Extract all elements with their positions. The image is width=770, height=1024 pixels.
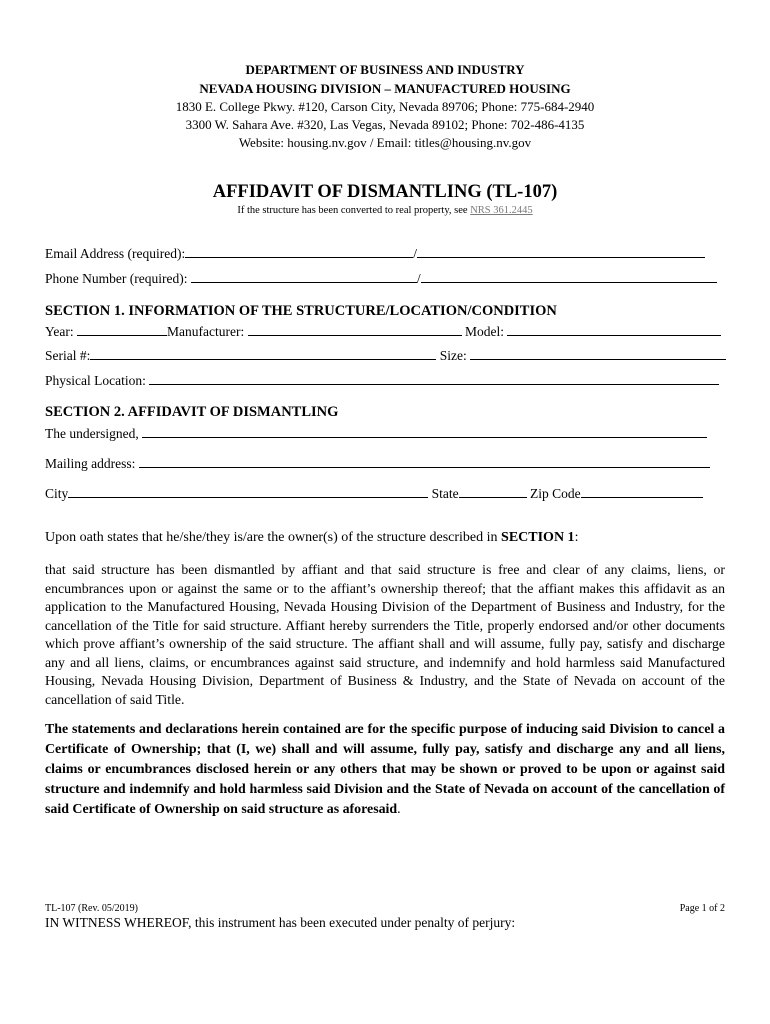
serial-field[interactable] [90,346,436,360]
declaration-paragraph [45,720,725,820]
undersigned-field[interactable] [142,424,707,438]
serial-label: Serial #: [45,348,91,363]
city-label: City [45,486,69,501]
manufacturer-label: Manufacturer: [167,324,248,339]
serial-row [45,346,726,364]
mailing-field[interactable] [139,454,710,468]
email-row [45,244,705,262]
zip-field[interactable] [581,484,703,498]
phone-field-2[interactable] [421,269,717,283]
phone-label: Phone Number (required): [45,271,191,286]
location-field[interactable] [149,371,719,385]
form-revision: TL-107 (Rev. 05/2019) [45,903,138,914]
location-row [45,371,719,389]
section1-heading: SECTION 1. INFORMATION OF THE STRUCTURE/LOCATION/CONDITION [45,303,557,319]
email-label: Email Address (required): [45,246,186,261]
city-row [45,484,703,502]
year-field[interactable] [77,322,167,336]
email-field-2[interactable] [417,244,705,258]
form-title: AFFIDAVIT OF DISMANTLING (TL-107) [212,182,558,202]
witness-statement: IN WITNESS WHEREOF, this instrument has been executed under penalty of perjury: [45,915,516,930]
phone-row [45,269,717,287]
website-email-line: Website: housing.nv.gov / Email: titles@housing.nv.gov [238,135,532,150]
state-field[interactable] [459,484,527,498]
subtitle-text: If the structure has been converted to real property, see [237,205,471,216]
size-label: Size: [436,348,471,363]
page-number: Page 1 of 2 [679,903,725,914]
state-label: State [428,486,459,501]
location-label: Physical Location: [45,373,150,388]
zip-label: Zip Code [526,486,581,501]
department-heading: DEPARTMENT OF BUSINESS AND INDUSTRY [245,62,525,77]
mailing-label: Mailing address: [45,456,139,471]
declaration-text: The statements and declarations herein contained are for the specific purpose of inducing said Division to cancel a Certificate of Ownership; that (I, we) shall and will assume, fully pay, satisfy and discharge any and all liens, claims or encumbrances disclosed herein or any others that may be shown or proved to be upon or against said structure and indemnify and hold harmless said Division and the State of Nevada on account of the cancellation of said Certificate of Ownership on said structure as aforesaid [45,722,725,817]
oath-colon: : [574,530,579,545]
mailing-row [45,454,710,472]
oath-text: Upon oath states that he/she/they is/are the owner(s) of the structure described in [45,530,502,545]
email-separator: / [413,246,417,261]
year-row [45,322,721,340]
division-heading: NEVADA HOUSING DIVISION – MANUFACTURED HOUSING [199,81,571,96]
carson-city-address: 1830 E. College Pkwy. #120, Carson City, Nevada 89706; Phone: 775-684-2940 [175,99,595,114]
las-vegas-address: 3300 W. Sahara Ave. #320, Las Vegas, Nevada 89102; Phone: 702-486-4135 [185,117,585,132]
phone-separator: / [416,271,421,286]
oath-section-ref: SECTION 1 [501,530,575,545]
size-field[interactable] [470,346,726,360]
email-field-1[interactable] [185,244,413,258]
phone-field-1[interactable] [191,269,417,283]
form-subtitle [0,205,770,216]
affidavit-paragraph: that said structure has been dismantled by affiant and that said structure is free and clear of any claims, liens, or encumbrances upon or against the same or to the affiant’s ownership thereof; that the affiant makes this affidavit as an application to the Manufactured Housing, Nevada Housing Division of the Department of Business and Industry, for the cancellation of the Title for said structure. Affiant hereby surrenders the Title, properly endorsed and/or other documents which prove affiant’s ownership of the said structure. The affiant shall and will assume, fully pay, satisfy and discharge any and all liens, claims, or encumbrances against said structure, and indemnify and hold harmless said Manufactured Housing, Nevada Housing Division, Department of Business & Industry, and the State of Nevada on account of the cancellation of said Title. [45,562,725,707]
year-label: Year: [45,324,78,339]
model-label: Model: [461,324,508,339]
city-field[interactable] [68,484,428,498]
oath-statement [45,530,578,546]
undersigned-row [45,424,707,442]
manufacturer-field[interactable] [248,322,462,336]
section2-heading: SECTION 2. AFFIDAVIT OF DISMANTLING [45,404,339,420]
declaration-period: . [397,802,401,817]
model-field[interactable] [507,322,721,336]
nrs-link[interactable]: NRS 361.2445 [470,205,533,216]
undersigned-label: The undersigned, [45,426,143,441]
